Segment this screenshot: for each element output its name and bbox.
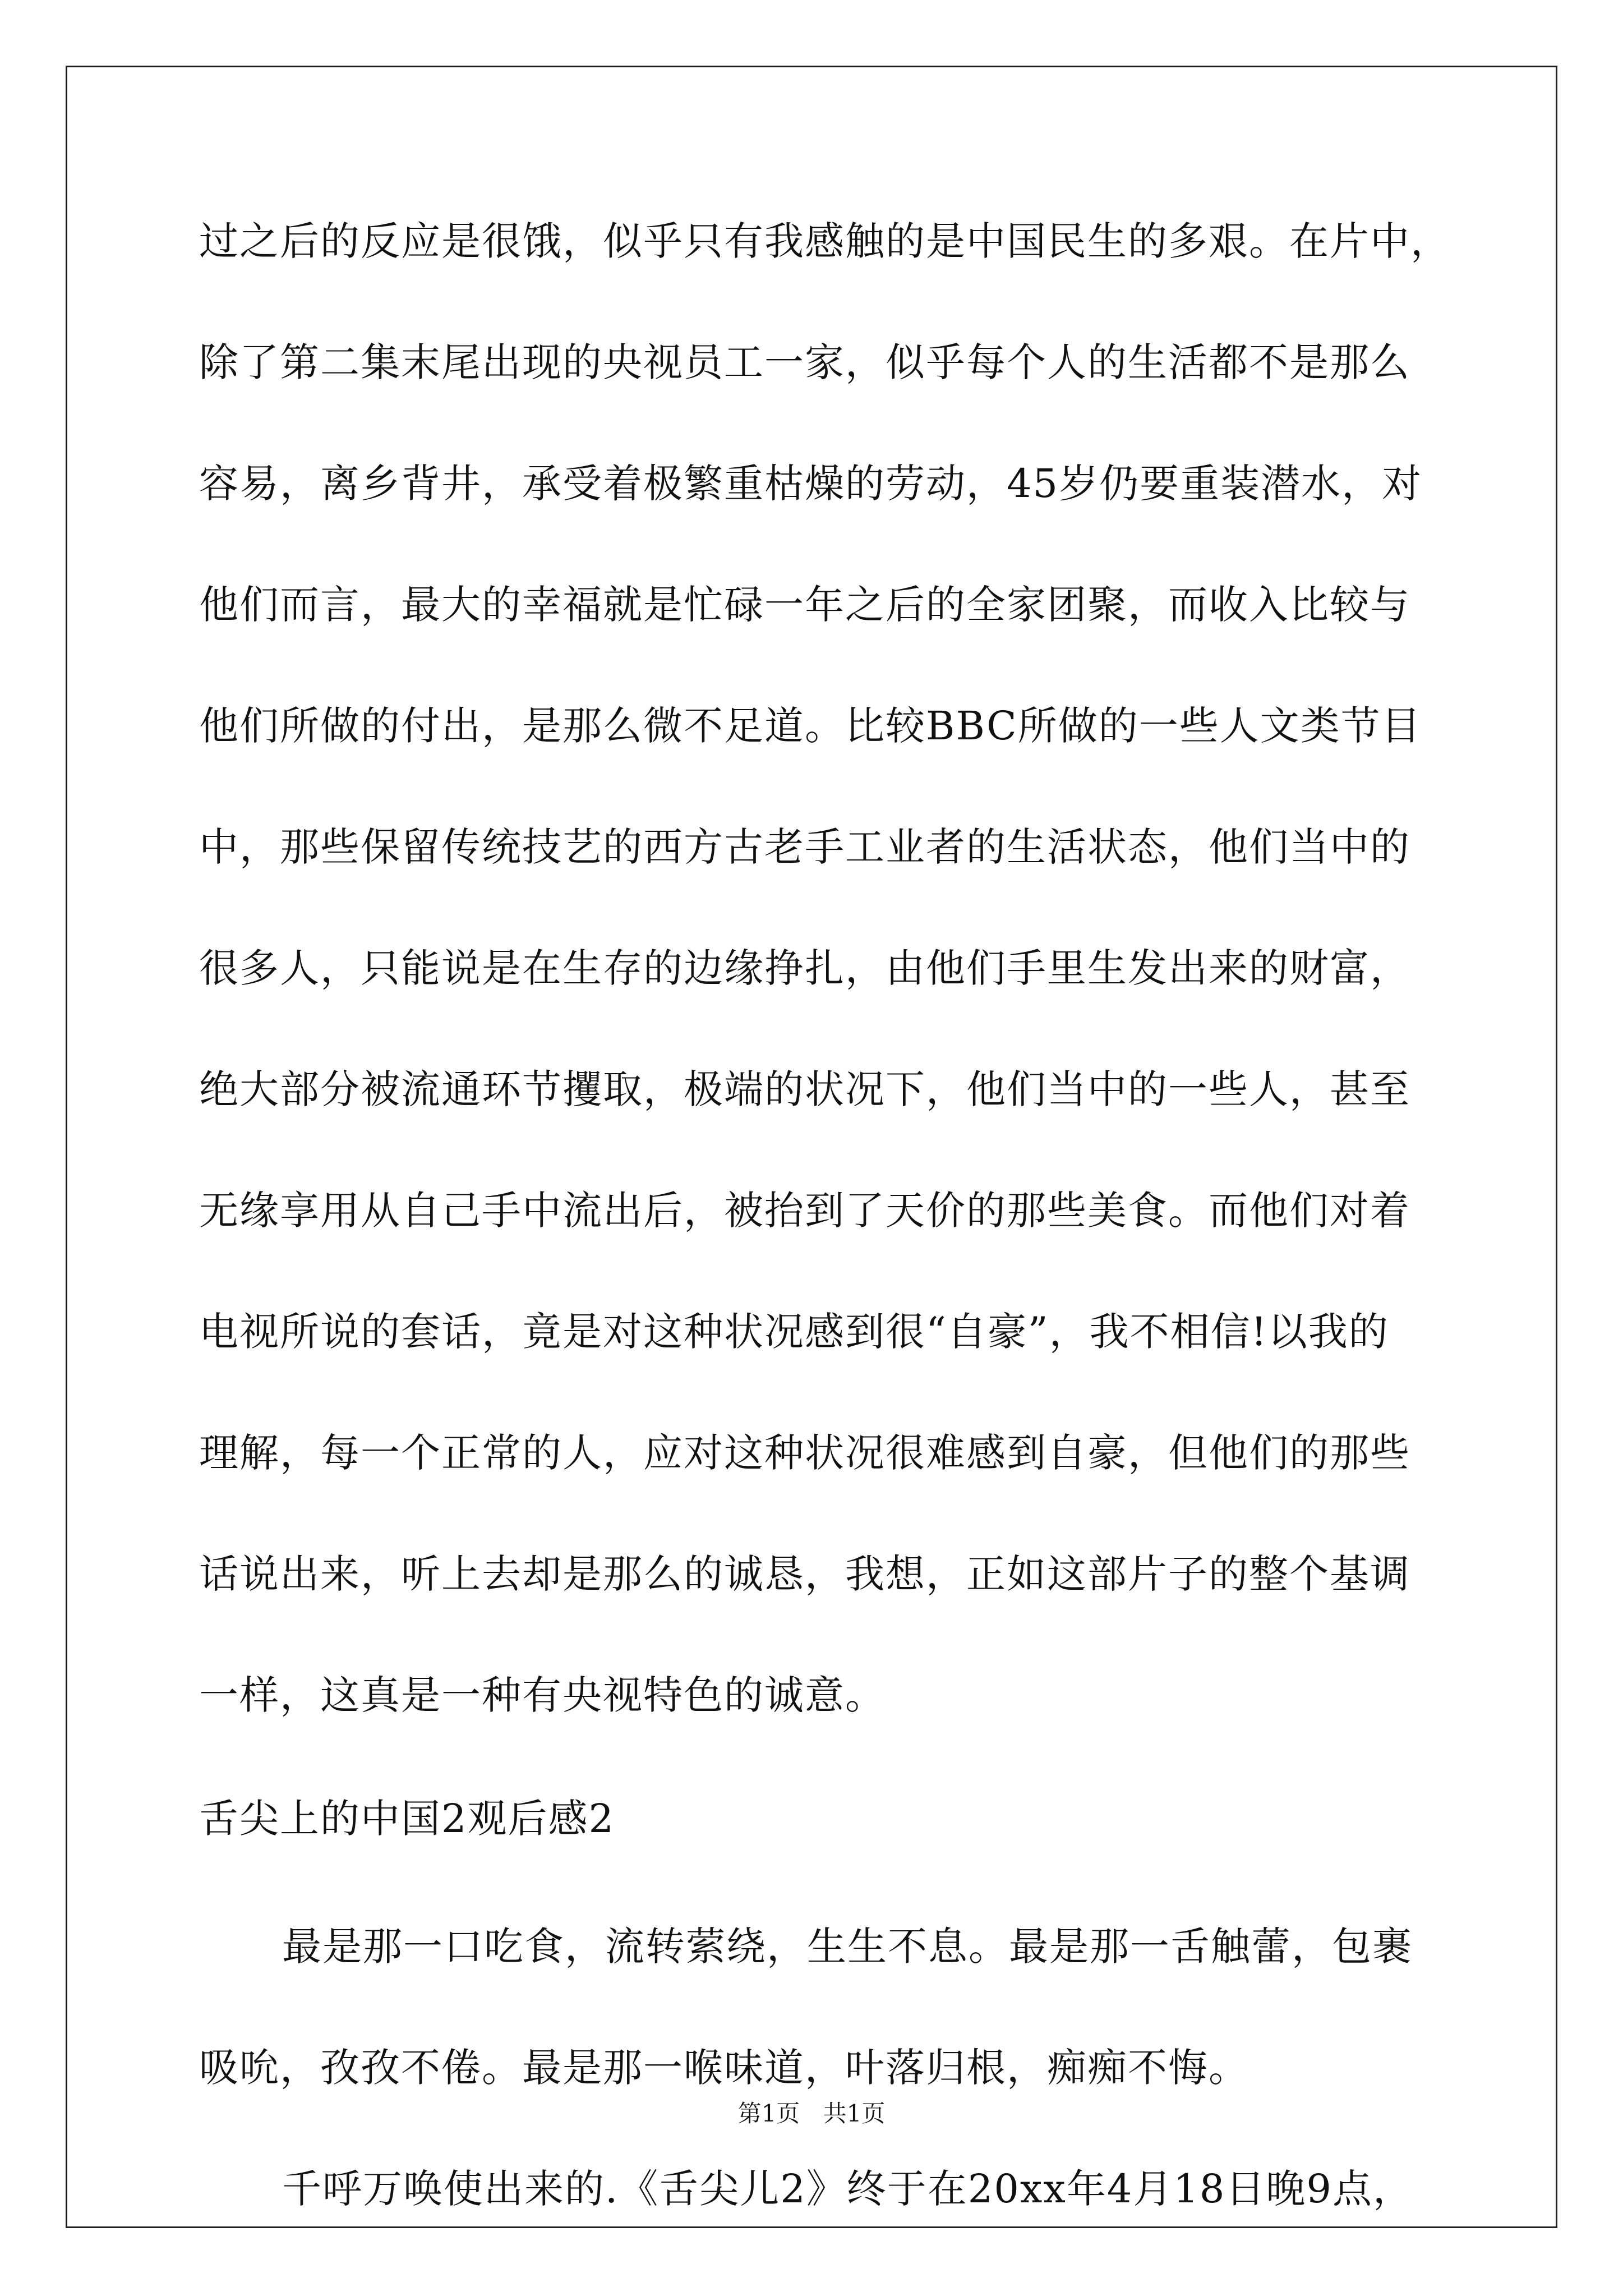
text-line: 中，那些保留传统技艺的西方古老手工业者的生活状态，他们当中的 xyxy=(199,824,1410,870)
text-line: 话说出来，听上去却是那么的诚恳，我想，正如这部片子的整个基调 xyxy=(199,1551,1410,1597)
section-title: 舌尖上的中国2观后感2 xyxy=(199,1796,615,1842)
text-line: 容易，离乡背井，承受着极繁重枯燥的劳动，45岁仍要重装潜水，对 xyxy=(199,461,1423,507)
text-line: 理解，每一个正常的人，应对这种状况很难感到自豪，但他们的那些 xyxy=(199,1430,1410,1476)
text-line: 他们而言，最大的幸福就是忙碌一年之后的全家团聚，而收入比较与 xyxy=(199,582,1410,628)
text-line: 一样，这真是一种有央视特色的诚意。 xyxy=(199,1672,886,1718)
text-line: 吸吮，孜孜不倦。最是那一喉味道，叶落归根，痴痴不悔。 xyxy=(199,2045,1249,2091)
page-footer xyxy=(0,2097,1623,2131)
text-line: 除了第二集末尾出现的央视员工一家，似乎每个人的生活都不是那么 xyxy=(199,339,1410,385)
page-total: 共1页 xyxy=(823,2100,886,2127)
text-line: 他们所做的付出，是那么微不足道。比较BBC所做的一些人文类节目 xyxy=(199,703,1422,749)
text-line: 千呼万唤使出来的.《舌尖儿2》终于在20xx年4月18日晚9点， xyxy=(282,2166,1413,2212)
text-line: 过之后的反应是很饿，似乎只有我感触的是中国民生的多艰。在片中， xyxy=(199,218,1451,264)
text-line: 很多人，只能说是在生存的边缘挣扎，由他们手里生发出来的财富， xyxy=(199,945,1410,991)
text-line: 绝大部分被流通环节攫取，极端的状况下，他们当中的一些人，甚至 xyxy=(199,1066,1410,1112)
text-line: 最是那一口吃食，流转萦绕，生生不息。最是那一舌触蕾，包裹 xyxy=(282,1924,1413,1970)
text-line: 电视所说的套话，竟是对这种状况感到很“自豪”，我不相信!以我的 xyxy=(199,1309,1389,1355)
page-number: 第1页 xyxy=(737,2100,800,2127)
text-line: 无缘享用从自己手中流出后，被抬到了天价的那些美食。而他们对着 xyxy=(199,1188,1410,1234)
